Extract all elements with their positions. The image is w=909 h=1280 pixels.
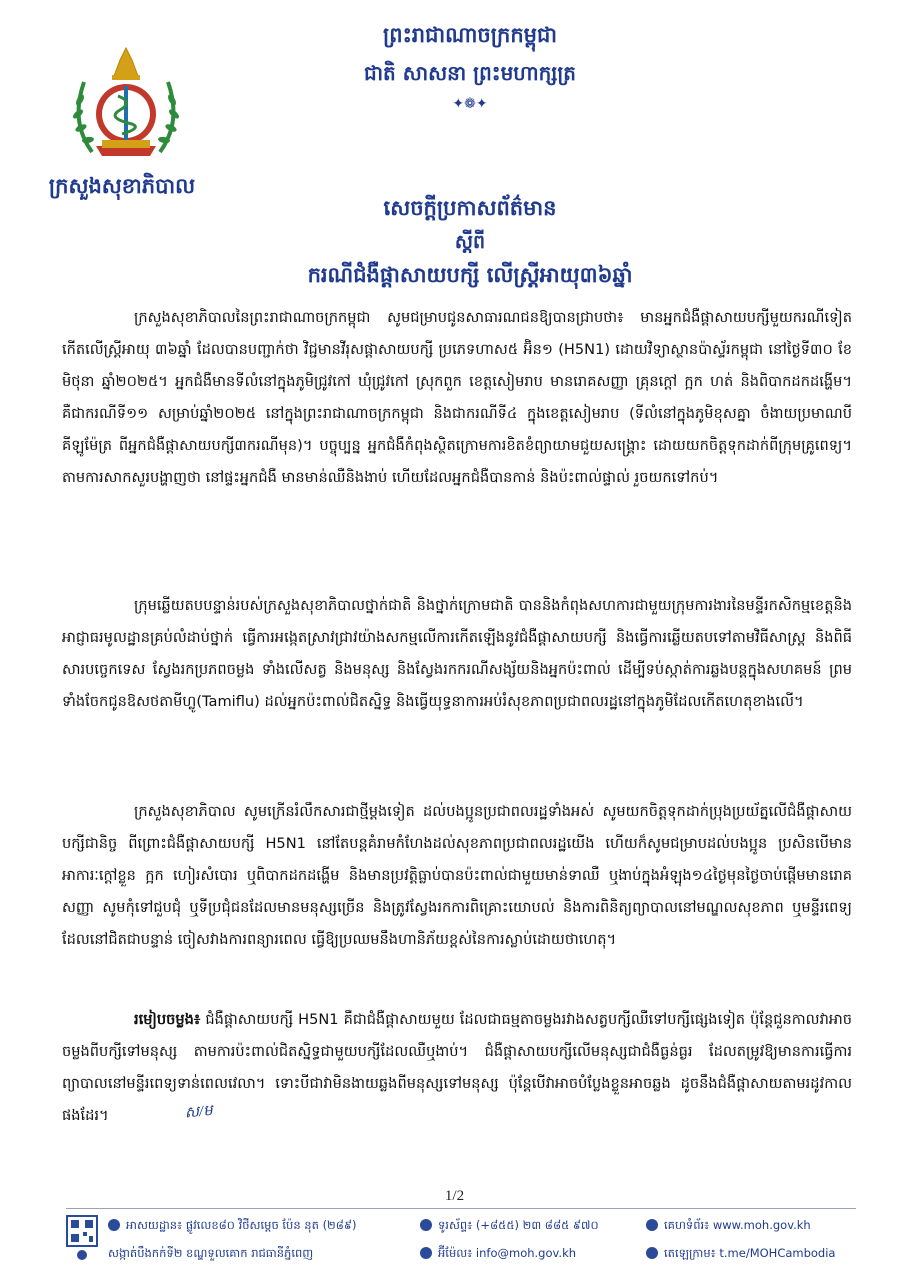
document-title-regarding: ស្ដីពី xyxy=(454,231,486,253)
paragraph-text: ក្រសួងសុខាភិបាលនៃព្រះរាជាណាចក្រកម្ពុជា សូមជម្រាបជូនសាធារណជនឱ្យបានជ្រាបថា៖ មានអ្នកជំងឺផ្តាសាយបក្សីមួយករណីទៀត កើតលើស្ត្រីអាយុ ៣៦ឆ្នាំ ដែលបានបញ្ជាក់ថា វិជ្ជមានវីរុសផ្តាសាយបក្សី ប្រភេទហាស៥ អ៊ិន១ (H5N1) ដោយវិទ្យាស្ថានប៉ាស្ទ័រកម្ពុជា នៅថ្ងៃទី៣០ ខែមិថុនា ឆ្នាំ២០២៥។ អ្នកជំងឺមានទីលំនៅក្នុងភូមិជ្រូវកៅ ឃុំជ្រូវកៅ ស្រុកពួក ខេត្តសៀមរាប មានរោគសញ្ញា គ្រុនក្ដៅ ក្អក ហត់ និងពិបាកដកដង្ហើម។ គឺជាករណីទី១១ សម្រាប់ឆ្នាំ២០២៥ នៅក្នុងព្រះរាជាណាចក្រកម្ពុជា និងជាករណីទី៤ ក្នុងខេត្តសៀមរាប (ទីលំនៅក្នុងភូមិខុសគ្នា ចំងាយប្រមាណបីគីឡូម៉ែត្រ ពីអ្នកជំងឺផ្តាសាយបក្សី៣ករណីមុន)។ បច្ចុប្បន្ន អ្នកជំងឺកំពុងស្ថិតក្រោមការខិតខំព្យាយាមជួយសង្គ្រោះ ដោយយកចិត្តទុកដាក់ពីក្រុមគ្រូពេទ្យ។ តាមការសាកសួរបង្ហាញថា នៅផ្ទះអ្នកជំងឺ មានមាន់ឈឺនិងងាប់ ហើយដែលអ្នកជំងឺបានកាន់ និងប៉ះពាល់ផ្ទាល់ រួចយកទៅកប់។ xyxy=(62,309,852,486)
kingdom-title: ព្រះរាជាណាចក្រកម្ពុជា xyxy=(382,22,557,47)
globe-icon xyxy=(646,1219,658,1231)
footer-divider xyxy=(66,1208,856,1209)
footer-telegram: តេឡេក្រាម៖ t.me/MOHCambodia xyxy=(646,1246,835,1263)
transmission-text: ជំងឺផ្តាសាយបក្សី H5N1 គឺជាជំងឺផ្តាសាយមួយ ដែលជាធម្មតាចម្លងរវាងសត្វបក្សីឈឺទៅបក្សីផ្សេងទៀត ប៉ុន្តែជួនកាលវាអាចចម្លងពីបក្សីទៅមនុស្ស តាមការប៉ះពាល់ជិតស្និទ្ធជាមួយបក្សីដែលឈឺឬងាប់។ ជំងឺផ្តាសាយបក្សីលើមនុស្សជាជំងឺធ្ងន់ធ្ងរ ដែលតម្រូវឱ្យមានការធ្វើការព្យាបាលនៅមន្ទីរពេទ្យទាន់ពេលវេលា។ ទោះបីជាវាមិនងាយឆ្លងពីមនុស្សទៅមនុស្ស ប៉ុន្តែបើវាអាចបំប្លែងខ្លួនអាចឆ្លង ដូចនឹងជំងឺផ្តាសាយតាមរដូវកាលផងដែរ។ xyxy=(62,1011,852,1124)
transmission-heading: រមៀបចម្លង៖ xyxy=(134,1011,201,1028)
footer-email: អ៊ីម៉ែល៖ info@moh.gov.kh xyxy=(420,1246,576,1263)
document-title: សេចក្ដីប្រកាសព័ត៌មាន xyxy=(383,195,557,220)
document-subject: ករណីជំងឺផ្តាសាយបក្សី លើស្ត្រីអាយុ៣៦ឆ្នាំ xyxy=(307,262,633,287)
footer-address-line2: សង្កាត់បឹងកក់ទី២ ខណ្ឌទួលគោក រាជធានីភ្នំពេញ xyxy=(108,1246,314,1260)
paragraph-text xyxy=(62,1004,852,1132)
email-icon xyxy=(420,1247,432,1259)
paragraph-text: ក្រុមឆ្លើយតបបន្ទាន់របស់ក្រសួងសុខាភិបាលថ្នាក់ជាតិ និងថ្នាក់ក្រោមជាតិ បាននិងកំពុងសហការជាមួយក្រុមការងារនៃមន្ទីរកសិកម្មខេត្តនិងអាជ្ញាធរមូលដ្ឋានគ្រប់លំដាប់ថ្នាក់ ធ្វើការអង្កេតស្រាវជ្រាវយ៉ាងសកម្មលើការកើតឡើងនូវជំងឺផ្តាសាយបក្សី និងធ្វើការឆ្លើយតបទៅតាមវិធីសាស្ត្រ និងពិធីសារបច្ចេកទេស ស្វែងរកប្រភពចម្លង ទាំងលើសត្វ និងមនុស្ស និងស្វែងរកករណីសង្ស័យនិងអ្នកប៉ះពាល់ ដើម្បីទប់ស្កាត់ការឆ្លងបន្តក្នុងសហគមន៍ ព្រមទាំងចែកជូនឱសថតាមីហ្លូ(Tamiflu) ដល់អ្នកប៉ះពាល់ជិតស្និទ្ធ និងធ្វើយុទ្ធនាការអប់រំសុខភាពប្រជាពលរដ្ឋនៅក្នុងភូមិដែលកើតហេតុខាងលើ។ xyxy=(62,597,852,710)
footer-address-line1: អាសយដ្ឋាន៖ ផ្លូវលេខ៨០ វិថីសម្តេច ប៉ែន នុត (២៨៩) xyxy=(108,1218,357,1235)
phone-icon xyxy=(420,1219,432,1231)
location-icon xyxy=(108,1219,120,1231)
paragraph-text: ក្រសួងសុខាភិបាល សូមក្រើនរំលឹកសារជាថ្មីម្តងទៀត ដល់បងប្អូនប្រជាពលរដ្ឋទាំងអស់ សូមយកចិត្តទុកដាក់ប្រុងប្រយ័ត្នលើជំងឺផ្តាសាយបក្សីជានិច្ច ពីព្រោះជំងឺផ្តាសាយបក្សី H5N1 នៅតែបន្តគំរាមកំហែងដល់សុខភាពប្រជាពលរដ្ឋយើង ហើយក៏សូមជម្រាបដល់បងប្អូន ប្រសិនបើមានអាការៈក្ដៅខ្លួន ក្អក ហៀរសំបោរ ឬពិបាកដកដង្ហើម និងមានប្រវត្តិធ្លាប់បានប៉ះពាល់ជាមួយមាន់ទាឈឺ ឬងាប់ក្នុងអំឡុង១៤ថ្ងៃមុនថ្ងៃចាប់ផ្តើមមានរោគសញ្ញា សូមកុំទៅជួបជុំ ឬទីប្រជុំជនដែលមានមនុស្សច្រើន និងត្រូវស្វែងរកការពិគ្រោះយោបល់ និងការពិនិត្យព្យាបាលនៅមណ្ឌលសុខភាព ឬមន្ទីរពេទ្យ ដែលនៅជិតជាបន្ទាន់ ចៀសវាងការពន្យារពេល ធ្វើឱ្យប្រឈមនឹងហានិភ័យខ្ពស់នៃការស្លាប់ដោយថាហេតុ។ xyxy=(62,803,852,948)
paragraph-response-team xyxy=(62,590,852,718)
handwritten-initials: ស/ម xyxy=(183,1102,214,1122)
footer-phone: ទូរស័ព្ទ៖ (+៨៥៥) ២៣ ៨៨៥ ៩៧០ xyxy=(420,1218,599,1235)
ornament-divider: ✦❁✦ xyxy=(452,96,488,112)
ministry-of-health-logo xyxy=(62,42,190,170)
paragraph-public-advice xyxy=(62,796,852,956)
telegram-icon xyxy=(646,1247,658,1259)
ministry-name: ក្រសួងសុខាភិបាល xyxy=(48,174,196,198)
paragraph-transmission xyxy=(62,1004,852,1132)
qr-code-icon xyxy=(66,1214,100,1262)
kingdom-motto: ជាតិ សាសនា ព្រះមហាក្សត្រ xyxy=(364,61,576,85)
page-number: 1/2 xyxy=(444,1188,465,1204)
paragraph-case-report xyxy=(62,302,852,494)
footer-website: គេហទំព័រ៖ www.moh.gov.kh xyxy=(646,1218,811,1235)
